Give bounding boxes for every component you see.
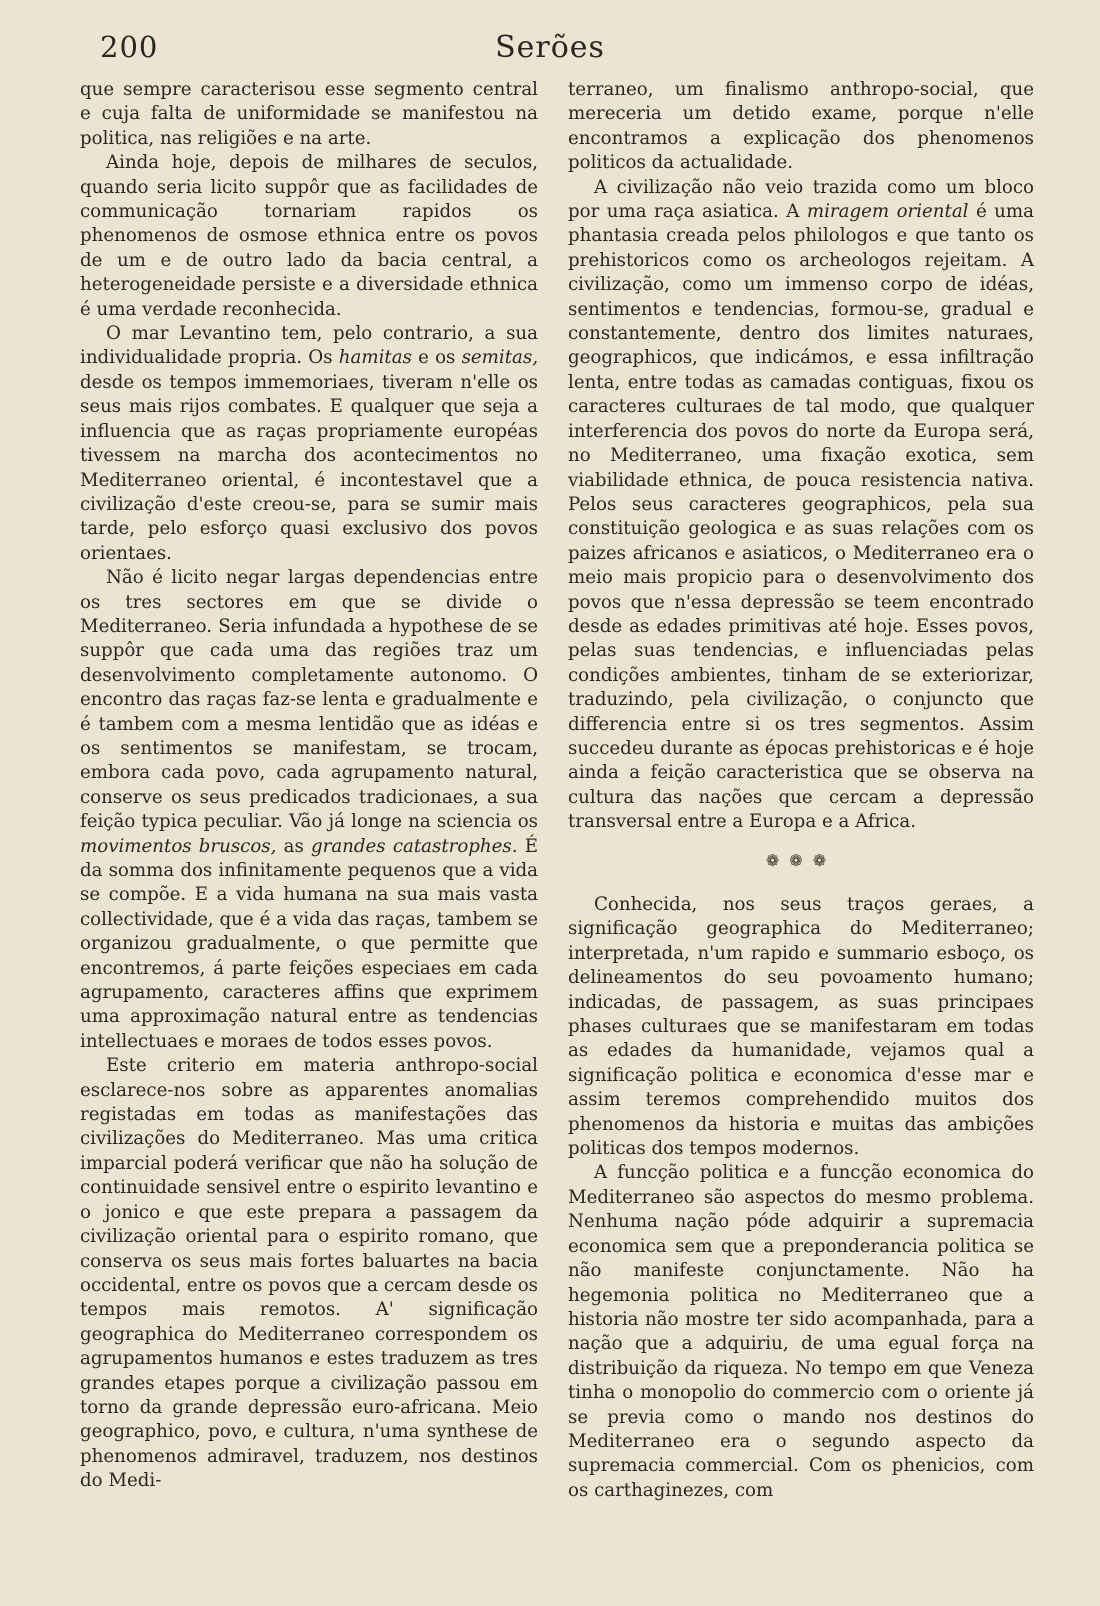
italic-text: grandes catastrophes.: [311, 835, 518, 857]
italic-text: movimentos bruscos,: [80, 835, 277, 857]
text-run: Ainda hoje, depois de milhares de seculos, quando seria licito suppôr que as facilidades de communicação tornariam rapidos os phenomenos de osmose ethnica entre os povos de um e de outro lado da bacia central, a heterogeneidade persiste e a diversidade ethnica é uma verdade reconhecida.: [80, 152, 538, 320]
text-run: que sempre caracterisou esse segmento central e cuja falta de uniformidade se manifestou na politica, nas religiões e na arte.: [80, 79, 538, 149]
paragraph: [568, 1161, 1034, 1503]
paragraph: [568, 78, 1034, 176]
paragraph: [80, 566, 538, 1054]
text-run: Este criterio em materia anthropo-social esclarece-nos sobre as apparentes anomalias registadas em todas as manifestações das civilizações do Mediterraneo. Mas uma critica imparcial poderá verificar que não ha solução de continuidade sensivel entre o espirito levantino e o jonico e que este prepara a passagem da civilização oriental para o espirito romano, que conserva os seus mais fortes baluartes na bacia occidental, entre os povos que a cercam desde os tempos mais remotos. A' significação geographica do Mediterraneo correspondem os agrupamentos humanos e estes traduzem as tres grandes etapes porque a civilização passou em torno da grande depressão euro-africana. Meio geographico, povo, e cultura, n'uma synthese de phenomenos admiravel, traduzem, nos destinos do Medi-: [80, 1055, 538, 1492]
text-run: é uma phantasia creada pelos philologos e que tanto os prehistoricos como os archeologos rejeitam. A civilização, como um immenso corpo de idéas, sentimentos e tendencias, formou-se, gradual e constantemente, dentro dos limites naturaes, geographicos, que indicámos, e essa infiltração lenta, entre todas as camadas contiguas, fixou os caracteres culturaes de tal modo, que qualquer interferencia dos povos do norte da Europa será, no Mediterraneo, uma fixação exotica, sem viabilidade ethnica, de pouca resistencia nativa. Pelos seus caracteres geographicos, pela sua constituição geologica e as suas relações com os paizes africanos e asiaticos, o Mediterraneo era o meio mais propicio para o desenvolvimento dos povos que n'essa depressão se teem encontrado desde as edades primitivas até hoje. Esses povos, pelas suas tendencias, e influenciadas pelas condições ambientes, tinham de se exteriorizar, traduzindo, pela civilização, o conjuncto que differencia entre si os tres segmentos. Assim succedeu durante as épocas prehistoricas e é hoje ainda a feição caracteristica que se observa na cultura das nações que cercam a depressão transversal entre a Europa e a Africa.: [568, 201, 1034, 833]
italic-text: miragem oriental: [806, 201, 969, 223]
right-column: [568, 78, 1034, 1503]
text-run: Não é licito negar largas dependencias entre os tres sectores em que se divide o Mediterraneo. Seria infundada a hypothese de se suppôr que cada uma das regiões traz um desenvolvimento completamente autonomo. O encontro das raças faz-se lenta e gradualmente e é tambem com a mesma lentidão que as idéas e os sentimentos se manifestam, se trocam, embora cada povo, cada agrupamento natural, conserve os seus predicados tradicionaes, a sua feição typica peculiar. Vão já longe na sciencia os: [80, 567, 538, 833]
paragraph: [568, 176, 1034, 835]
paragraph: [80, 1054, 538, 1493]
text-run: e os: [411, 347, 462, 369]
text-run: A funcção politica e a funcção economica do Mediterraneo são aspectos do mesmo problema. Nenhuma nação póde adquirir a supremacia economica sem que a preponderancia politica se não manifeste conjunctamente. Não ha hegemonia politica no Mediterraneo que a historia não mostre ter sido acompanhada, para a nação que a adquiriu, de uma egual força na distribuição da riqueza. No tempo em que Veneza tinha o monopolio do commercio com o oriente já se previa como o mando nos destinos do Mediterraneo era o segundo aspecto da supremacia commercial. Com os phenicios, com os carthaginezes, com: [568, 1162, 1034, 1501]
text-run: as: [276, 835, 311, 857]
italic-text: semitas,: [461, 347, 538, 369]
left-column: [80, 78, 538, 1494]
running-head: Serões: [495, 30, 605, 65]
text-run: É da somma dos infinitamente pequenos que a vida se compõe. E a vida humana na sua mais vasta collectividade, que é a vida das raças, tambem se organizou gradualmente, o que permitte que encontremos, á parte feições especiaes em cada agrupamento, caracteres affins que exprimem uma approximação natural entre as tendencias intellectuaes e moraes de todos esses povos.: [80, 835, 538, 1052]
text-run: terraneo, um finalismo anthropo-social, que mereceria um detido exame, porque n'elle encontramos a explicação dos phenomenos politicos da actualidade.: [568, 79, 1034, 174]
page-number: 200: [100, 30, 159, 64]
italic-text: hamitas: [338, 347, 412, 369]
right-column-bottom: [568, 893, 1034, 1503]
right-column-top: [568, 78, 1034, 835]
text-run: Conhecida, nos seus traços geraes, a significação geographica do Mediterraneo; interpretada, n'um rapido e summario esboço, os delineamentos do seu povoamento humano; indicadas, de passagem, as suas principaes phases culturaes que se manifestaram em todas as edades da humanidade, vejamos qual a significação politica e economica d'esse mar e assim teremos comprehendido muitos dos phenomenos da historia e muitas das ambições politicas dos tempos modernos.: [568, 894, 1034, 1160]
paragraph: [80, 151, 538, 322]
paragraph: [568, 893, 1034, 1161]
paragraph: [80, 78, 538, 151]
text-run: A civilização não veio trazida como um bloco por uma raça asiatica. A: [568, 176, 1034, 223]
text-run: O mar Levantino tem, pelo contrario, a sua individualidade propria. Os: [80, 323, 538, 369]
page-header: [0, 0, 1100, 70]
paragraph: [80, 322, 538, 566]
section-ornament: [568, 849, 1034, 873]
text-run: desde os tempos immemoriaes, tiveram n'elle os seus mais rijos combates. E qualquer que seja a influencia que as raças propriamente européas tivessem na marcha dos acontecimentos no Mediterraneo oriental, é incontestavel que a civilização d'este creou-se, para se sumir mais tarde, pelo esforço quasi exclusivo dos povos orientaes.: [80, 371, 538, 564]
ornament-glyphs: ❁❁❁: [765, 850, 837, 870]
